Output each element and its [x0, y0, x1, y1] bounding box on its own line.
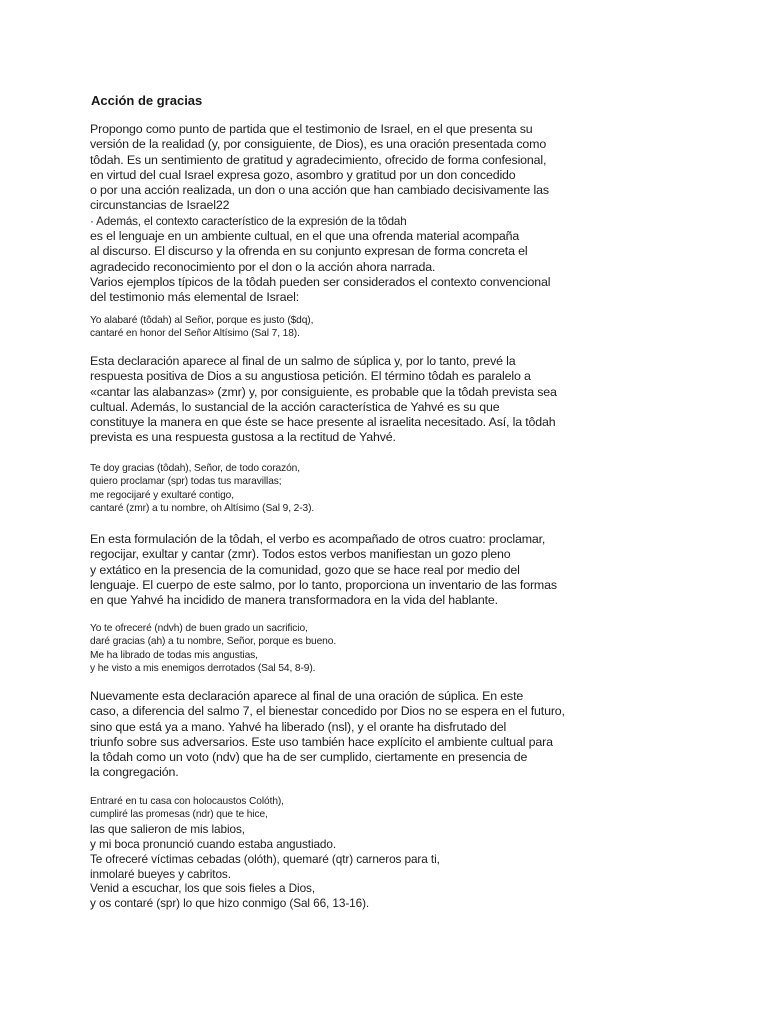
text-line: la tôdah como un voto (ndv) que ha de ser cumplido, ciertamente en presencia de — [90, 750, 528, 765]
quote-line: Te ofreceré víctimas cebadas (olóth), quemaré (qtr) carneros para ti, — [90, 851, 440, 866]
text-line: en que Yahvé ha incidido de manera transformadora en la vida del hablante. — [90, 593, 498, 608]
text-line: sino que está ya a mano. Yahvé ha liberado (nsl), y el orante ha disfrutado del — [90, 719, 507, 734]
quote-line: me regocijaré y exultaré contigo, — [90, 489, 234, 501]
quote-line: Yo te ofreceré (ndvh) de buen grado un sacrificio, — [90, 623, 308, 634]
paragraph-intro — [90, 122, 740, 306]
text-line: · Además, el contexto característico de la expresión de la tôdah — [90, 214, 407, 228]
text-line: En esta formulación de la tôdah, el verbo es acompañado de otros cuatro: proclamar, — [90, 532, 546, 546]
quote-sal-54 — [90, 622, 740, 676]
quote-line: inmolaré bueyes y cabritos. — [90, 866, 231, 881]
text-line: es el lenguaje en un ambiente cultual, en el que una ofrenda material acompaña — [90, 229, 520, 244]
text-line: «cantar las alabanzas» (zmr) y, por consiguiente, es probable que la tôdah prevista sea — [90, 384, 557, 399]
text-line: constituye la manera en que éste se hace presente al israelita necesitado. Así, la tôdah — [90, 415, 556, 430]
text-line: y extático en la presencia de la comunidad, gozo que se hace real por medio del — [90, 562, 520, 577]
text-line: la congregación. — [90, 765, 179, 780]
text-line: caso, a diferencia del salmo 7, el bienestar concedido por Dios no se espera en el futuro, — [90, 704, 565, 719]
text-line: agradecido reconocimiento por el don o la acción ahora narrada. — [90, 259, 436, 274]
quote-line: Yo alabaré (tôdah) al Señor, porque es justo ($dq), — [90, 315, 314, 326]
text-line: Varios ejemplos típicos de la tôdah pueden ser considerados el contexto convencional — [90, 274, 551, 289]
paragraph-commentary-2 — [90, 532, 740, 608]
text-line: triunfo sobre sus adversarios. Este uso también hace explícito el ambiente cultual para — [90, 734, 553, 749]
text-line: cultual. Además, lo sustancial de la acción característica de Yahvé es su que — [90, 399, 500, 414]
quote-sal-7 — [90, 314, 740, 341]
text-line: lenguaje. El cuerpo de este salmo, por lo tanto, proporciona un inventario de las formas — [90, 577, 557, 592]
text-line: respuesta positiva de Dios a su angustiosa petición. El término tôdah es paralelo a — [90, 369, 531, 384]
text-line: Esta declaración aparece al final de un salmo de súplica y, por lo tanto, prevé la — [90, 354, 516, 368]
quote-line: cantaré (zmr) a tu nombre, oh Altísimo (Sal 9, 2-3). — [90, 503, 315, 515]
quote-line: Venid a escuchar, los que sois fieles a Dios, — [90, 881, 316, 896]
quote-sal-66 — [90, 795, 740, 911]
quote-sal-9 — [90, 462, 740, 516]
text-line: tôdah. Es un sentimiento de gratitud y agradecimiento, ofrecido de forma confesional, — [90, 152, 547, 167]
quote-line: y os contaré (spr) lo que hizo conmigo (Sal 66, 13-16). — [90, 896, 370, 911]
quote-line: y he visto a mis enemigos derrotados (Sal 54, 8-9). — [90, 663, 316, 675]
section-title: Acción de gracias — [91, 93, 203, 108]
quote-line: Te doy gracias (tôdah), Señor, de todo corazón, — [90, 463, 300, 474]
text-line: o por una acción realizada, un don o una acción que han cambiado decisivamente las — [90, 183, 549, 198]
quote-line: Entraré en tu casa con holocaustos Colóth), — [90, 796, 284, 807]
quote-line: cumpliré las promesas (ndr) que te hice, — [90, 809, 268, 821]
text-line: prevista es una respuesta gustosa a la rectitud de Yahvé. — [90, 430, 396, 445]
quote-line: quiero proclamar (spr) todas tus maravillas; — [90, 476, 282, 488]
quote-line: las que salieron de mis labios, — [90, 821, 245, 836]
text-line: versión de la realidad (y, por consiguiente, de Dios), es una oración presentada como — [90, 137, 547, 152]
quote-line: Me ha librado de todas mis angustias, — [90, 649, 258, 661]
text-line: circunstancias de Israel22 — [90, 198, 230, 213]
text-line: del testimonio más elemental de Israel: — [90, 290, 300, 305]
text-line: en virtud del cual Israel expresa gozo, asombro y gratitud por un don concedido — [90, 167, 516, 182]
text-line: Propongo como punto de partida que el testimonio de Israel, en el que presenta su — [90, 122, 533, 136]
paragraph-commentary-3 — [90, 689, 740, 781]
text-line: al discurso. El discurso y la ofrenda en su conjunto expresan de forma concreta el — [90, 244, 528, 259]
paragraph-commentary-1 — [90, 354, 740, 446]
text-line: regocijar, exultar y cantar (zmr). Todos estos verbos manifiestan un gozo pleno — [90, 547, 511, 562]
quote-line: y mi boca pronunció cuando estaba angustiado. — [90, 836, 337, 851]
quote-line: cantaré en honor del Señor Altísimo (Sal 7, 18). — [90, 328, 300, 340]
text-line: Nuevamente esta declaración aparece al final de una oración de súplica. En este — [90, 689, 524, 703]
quote-line: daré gracias (ah) a tu nombre, Señor, porque es bueno. — [90, 636, 337, 648]
